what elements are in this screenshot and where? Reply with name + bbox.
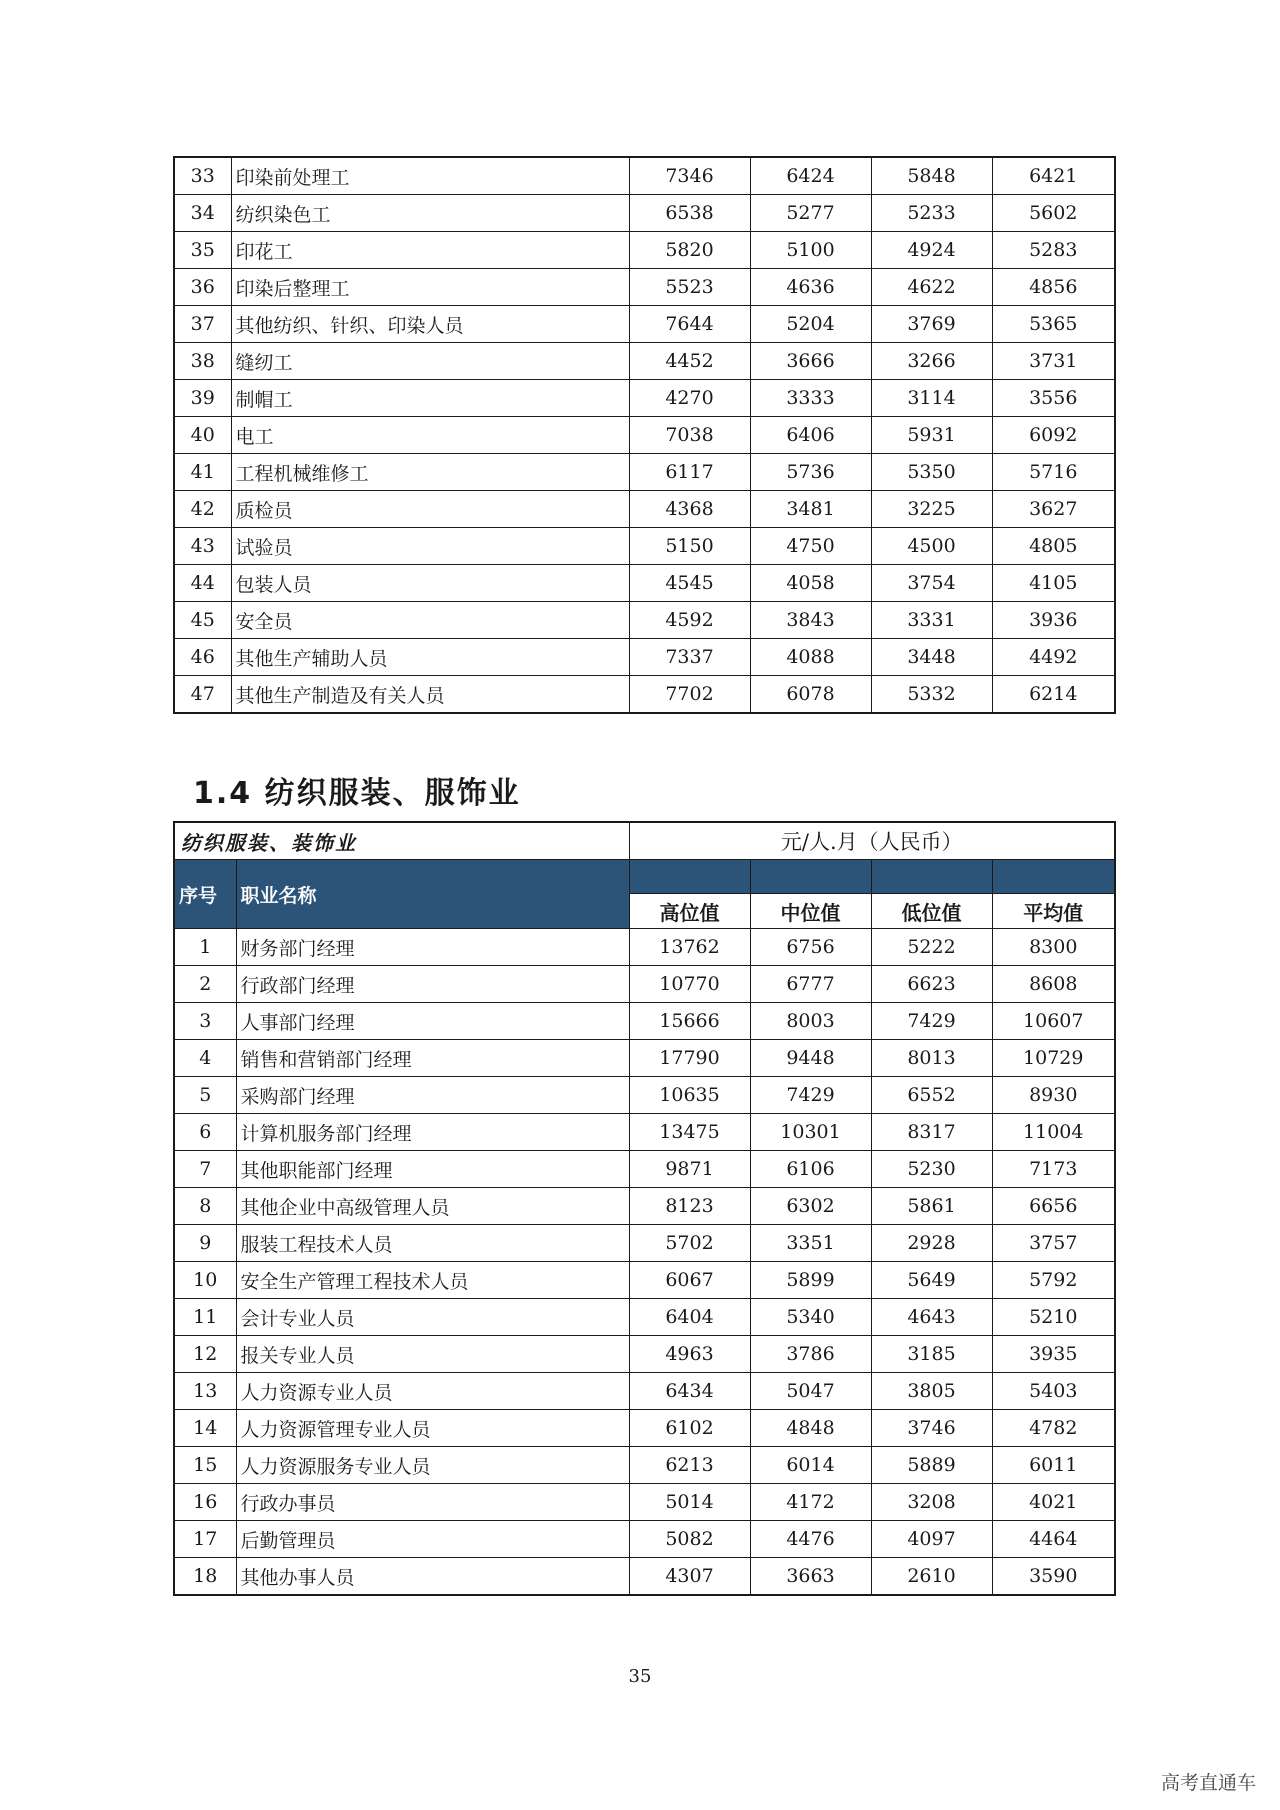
cell-low: 5332 [871,676,992,714]
header-band [871,860,992,894]
table-row [174,1521,1115,1558]
table-a-body [174,157,1115,713]
cell-index: 44 [174,565,231,602]
table-row [174,1151,1115,1188]
table-row [174,491,1115,528]
cell-index: 6 [174,1114,236,1151]
table-row [174,602,1115,639]
cell-high: 7702 [629,676,750,714]
cell-index: 46 [174,639,231,676]
cell-low: 3805 [871,1373,992,1410]
cell-high: 6404 [629,1299,750,1336]
cell-index: 33 [174,157,231,195]
cell-avg: 11004 [992,1114,1115,1151]
cell-index: 18 [174,1558,236,1596]
cell-avg: 3627 [992,491,1115,528]
cell-high: 5523 [629,269,750,306]
cell-low: 5848 [871,157,992,195]
cell-avg: 6656 [992,1188,1115,1225]
cell-mid: 4750 [750,528,871,565]
cell-occupation: 会计专业人员 [236,1299,629,1336]
cell-high: 6434 [629,1373,750,1410]
cell-occupation: 服装工程技术人员 [236,1225,629,1262]
cell-occupation: 印染后整理工 [231,269,629,306]
table-row [174,306,1115,343]
cell-high: 9871 [629,1151,750,1188]
col-header-name: 职业名称 [236,860,629,929]
table-row [174,966,1115,1003]
cell-index: 40 [174,417,231,454]
cell-index: 2 [174,966,236,1003]
table-row [174,1373,1115,1410]
cell-low: 3746 [871,1410,992,1447]
cell-index: 39 [174,380,231,417]
cell-avg: 4856 [992,269,1115,306]
cell-high: 6102 [629,1410,750,1447]
cell-index: 11 [174,1299,236,1336]
table-row [174,639,1115,676]
cell-index: 41 [174,454,231,491]
cell-mid: 3351 [750,1225,871,1262]
cell-low: 3114 [871,380,992,417]
cell-index: 37 [174,306,231,343]
cell-low: 3225 [871,491,992,528]
cell-occupation: 计算机服务部门经理 [236,1114,629,1151]
table-row [174,1484,1115,1521]
cell-high: 10770 [629,966,750,1003]
salary-table-continued [173,156,1116,714]
cell-avg: 10607 [992,1003,1115,1040]
cell-high: 6117 [629,454,750,491]
cell-mid: 6406 [750,417,871,454]
cell-high: 4452 [629,343,750,380]
cell-mid: 4058 [750,565,871,602]
cell-mid: 4848 [750,1410,871,1447]
cell-high: 17790 [629,1040,750,1077]
cell-avg: 10729 [992,1040,1115,1077]
col-header-avg: 平均值 [992,894,1115,929]
cell-high: 13762 [629,929,750,966]
cell-mid: 5204 [750,306,871,343]
cell-avg: 4105 [992,565,1115,602]
table-row [174,1262,1115,1299]
cell-mid: 5047 [750,1373,871,1410]
cell-mid: 6078 [750,676,871,714]
cell-high: 4368 [629,491,750,528]
cell-high: 7644 [629,306,750,343]
cell-mid: 7429 [750,1077,871,1114]
table-row [174,1188,1115,1225]
watermark-text: 高考直通车 [1160,1772,1256,1794]
cell-index: 14 [174,1410,236,1447]
cell-avg: 6421 [992,157,1115,195]
cell-mid: 5277 [750,195,871,232]
cell-high: 4307 [629,1558,750,1596]
cell-occupation: 纺织染色工 [231,195,629,232]
cell-index: 10 [174,1262,236,1299]
cell-low: 8013 [871,1040,992,1077]
cell-low: 5649 [871,1262,992,1299]
cell-high: 13475 [629,1114,750,1151]
cell-avg: 5602 [992,195,1115,232]
cell-avg: 3556 [992,380,1115,417]
cell-mid: 5100 [750,232,871,269]
cell-mid: 8003 [750,1003,871,1040]
cell-occupation: 财务部门经理 [236,929,629,966]
cell-index: 35 [174,232,231,269]
cell-occupation: 其他企业中高级管理人员 [236,1188,629,1225]
table-row [174,1558,1115,1596]
cell-avg: 5283 [992,232,1115,269]
cell-mid: 6014 [750,1447,871,1484]
cell-occupation: 采购部门经理 [236,1077,629,1114]
cell-avg: 8608 [992,966,1115,1003]
cell-low: 5222 [871,929,992,966]
cell-occupation: 工程机械维修工 [231,454,629,491]
table-row [174,380,1115,417]
cell-avg: 4805 [992,528,1115,565]
cell-index: 17 [174,1521,236,1558]
cell-mid: 9448 [750,1040,871,1077]
cell-high: 5820 [629,232,750,269]
cell-index: 5 [174,1077,236,1114]
salary-table-textile-apparel [173,821,1116,1596]
cell-avg: 3935 [992,1336,1115,1373]
page-number: 35 [628,1666,652,1687]
cell-high: 6538 [629,195,750,232]
cell-mid: 4476 [750,1521,871,1558]
cell-low: 5889 [871,1447,992,1484]
cell-index: 38 [174,343,231,380]
cell-occupation: 安全员 [231,602,629,639]
cell-occupation: 后勤管理员 [236,1521,629,1558]
cell-low: 8317 [871,1114,992,1151]
cell-low: 5931 [871,417,992,454]
cell-low: 3331 [871,602,992,639]
cell-high: 5150 [629,528,750,565]
cell-mid: 10301 [750,1114,871,1151]
cell-index: 43 [174,528,231,565]
cell-low: 2610 [871,1558,992,1596]
cell-avg: 7173 [992,1151,1115,1188]
table-row [174,343,1115,380]
cell-index: 45 [174,602,231,639]
cell-index: 7 [174,1151,236,1188]
cell-low: 4643 [871,1299,992,1336]
cell-high: 8123 [629,1188,750,1225]
cell-occupation: 试验员 [231,528,629,565]
cell-high: 15666 [629,1003,750,1040]
cell-avg: 4782 [992,1410,1115,1447]
cell-mid: 6777 [750,966,871,1003]
cell-occupation: 印染前处理工 [231,157,629,195]
header-band [750,860,871,894]
cell-low: 5230 [871,1151,992,1188]
cell-mid: 3666 [750,343,871,380]
cell-occupation: 缝纫工 [231,343,629,380]
table-row [174,1225,1115,1262]
cell-avg: 4464 [992,1521,1115,1558]
cell-occupation: 其他职能部门经理 [236,1151,629,1188]
cell-avg: 5403 [992,1373,1115,1410]
cell-low: 6552 [871,1077,992,1114]
cell-mid: 3333 [750,380,871,417]
cell-mid: 5340 [750,1299,871,1336]
cell-occupation: 印花工 [231,232,629,269]
table-row [174,528,1115,565]
cell-high: 4592 [629,602,750,639]
table-row [174,1003,1115,1040]
cell-index: 4 [174,1040,236,1077]
cell-low: 4622 [871,269,992,306]
cell-low: 5350 [871,454,992,491]
table-row [174,1336,1115,1373]
cell-occupation: 人力资源管理专业人员 [236,1410,629,1447]
cell-index: 8 [174,1188,236,1225]
cell-occupation: 报关专业人员 [236,1336,629,1373]
cell-low: 7429 [871,1003,992,1040]
section-title: 1.4 纺织服装、服饰业 [193,776,521,811]
cell-high: 4545 [629,565,750,602]
header-band [629,860,750,894]
cell-low: 4500 [871,528,992,565]
table-row [174,232,1115,269]
cell-occupation: 人事部门经理 [236,1003,629,1040]
cell-avg: 5716 [992,454,1115,491]
cell-low: 3185 [871,1336,992,1373]
cell-low: 3754 [871,565,992,602]
cell-high: 7038 [629,417,750,454]
cell-avg: 8300 [992,929,1115,966]
cell-index: 1 [174,929,236,966]
cell-avg: 3590 [992,1558,1115,1596]
cell-low: 4097 [871,1521,992,1558]
col-header-index: 序号 [174,860,236,929]
cell-index: 16 [174,1484,236,1521]
cell-occupation: 人力资源服务专业人员 [236,1447,629,1484]
cell-mid: 3786 [750,1336,871,1373]
cell-high: 10635 [629,1077,750,1114]
cell-mid: 5899 [750,1262,871,1299]
cell-low: 5861 [871,1188,992,1225]
cell-mid: 6106 [750,1151,871,1188]
table-row [174,929,1115,966]
cell-mid: 6424 [750,157,871,195]
cell-occupation: 行政办事员 [236,1484,629,1521]
cell-occupation: 质检员 [231,491,629,528]
col-header-high: 高位值 [629,894,750,929]
cell-mid: 3843 [750,602,871,639]
cell-index: 9 [174,1225,236,1262]
cell-index: 12 [174,1336,236,1373]
cell-occupation: 行政部门经理 [236,966,629,1003]
industry-label: 纺织服装、装饰业 [174,822,629,860]
cell-high: 4963 [629,1336,750,1373]
cell-index: 36 [174,269,231,306]
table-row [174,195,1115,232]
cell-avg: 5792 [992,1262,1115,1299]
table-title-row [174,822,1115,860]
table-b-body [174,929,1115,1596]
cell-high: 5014 [629,1484,750,1521]
cell-mid: 5736 [750,454,871,491]
cell-occupation: 制帽工 [231,380,629,417]
cell-high: 7346 [629,157,750,195]
cell-mid: 6756 [750,929,871,966]
table-row [174,565,1115,602]
cell-mid: 4088 [750,639,871,676]
cell-high: 6067 [629,1262,750,1299]
cell-low: 3448 [871,639,992,676]
cell-index: 15 [174,1447,236,1484]
table-row [174,269,1115,306]
cell-mid: 3663 [750,1558,871,1596]
cell-low: 3769 [871,306,992,343]
cell-high: 5082 [629,1521,750,1558]
cell-mid: 6302 [750,1188,871,1225]
cell-occupation: 安全生产管理工程技术人员 [236,1262,629,1299]
cell-avg: 4492 [992,639,1115,676]
cell-low: 2928 [871,1225,992,1262]
table-row [174,1299,1115,1336]
table-row [174,1410,1115,1447]
cell-occupation: 人力资源专业人员 [236,1373,629,1410]
cell-mid: 3481 [750,491,871,528]
cell-high: 6213 [629,1447,750,1484]
cell-avg: 8930 [992,1077,1115,1114]
cell-high: 4270 [629,380,750,417]
cell-low: 6623 [871,966,992,1003]
cell-avg: 3731 [992,343,1115,380]
cell-avg: 3936 [992,602,1115,639]
table-row [174,676,1115,714]
cell-occupation: 其他纺织、针织、印染人员 [231,306,629,343]
cell-occupation: 销售和营销部门经理 [236,1040,629,1077]
cell-high: 7337 [629,639,750,676]
cell-avg: 6092 [992,417,1115,454]
cell-avg: 4021 [992,1484,1115,1521]
table-row [174,1114,1115,1151]
cell-occupation: 包装人员 [231,565,629,602]
cell-index: 47 [174,676,231,714]
cell-avg: 6011 [992,1447,1115,1484]
header-row-top [174,860,1115,894]
header-band [992,860,1115,894]
cell-high: 5702 [629,1225,750,1262]
cell-index: 34 [174,195,231,232]
table-row [174,454,1115,491]
cell-low: 4924 [871,232,992,269]
cell-avg: 5365 [992,306,1115,343]
cell-mid: 4636 [750,269,871,306]
cell-occupation: 电工 [231,417,629,454]
cell-low: 3208 [871,1484,992,1521]
table-row [174,1447,1115,1484]
cell-occupation: 其他生产辅助人员 [231,639,629,676]
cell-occupation: 其他办事人员 [236,1558,629,1596]
cell-index: 42 [174,491,231,528]
unit-label: 元/人.月（人民币） [629,822,1115,860]
cell-avg: 3757 [992,1225,1115,1262]
table-b-header [174,822,1115,929]
table-row [174,1077,1115,1114]
cell-index: 13 [174,1373,236,1410]
cell-avg: 5210 [992,1299,1115,1336]
cell-low: 3266 [871,343,992,380]
cell-low: 5233 [871,195,992,232]
col-header-mid: 中位值 [750,894,871,929]
cell-occupation: 其他生产制造及有关人员 [231,676,629,714]
cell-avg: 6214 [992,676,1115,714]
col-header-low: 低位值 [871,894,992,929]
cell-mid: 4172 [750,1484,871,1521]
table-row [174,1040,1115,1077]
table-row [174,417,1115,454]
table-row [174,157,1115,195]
cell-index: 3 [174,1003,236,1040]
